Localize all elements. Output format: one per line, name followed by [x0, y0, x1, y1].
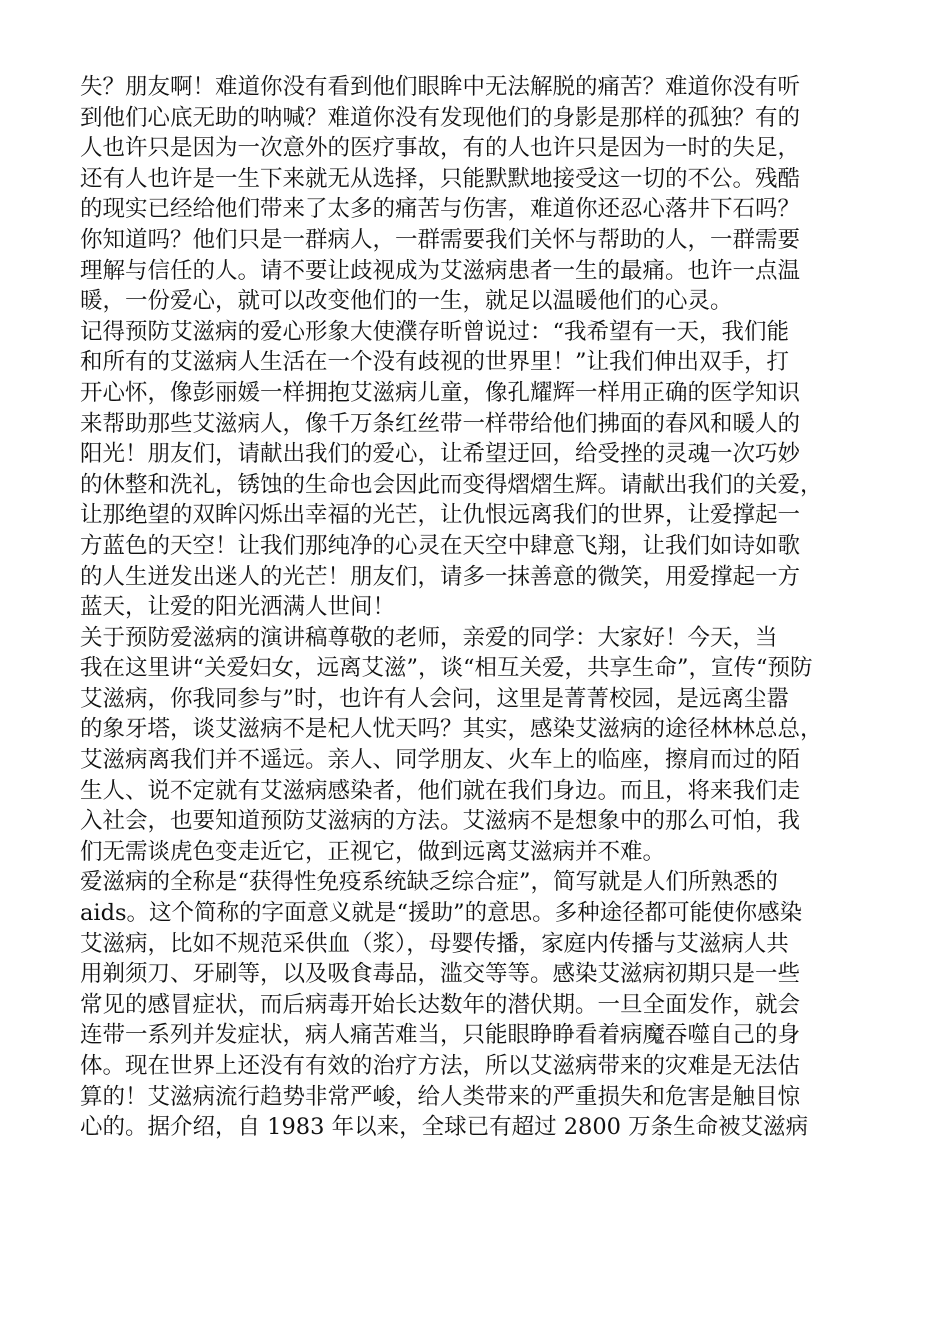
text-line: 的休整和洗礼，锈蚀的生命也会因此而变得熠熠生辉。请献出我们的关爱，: [80, 471, 823, 498]
text-line: 体。现在世界上还没有有效的治疗方法，所以艾滋病带来的灾难是无法估: [80, 1053, 801, 1079]
text-line: 入社会，也要知道预防艾滋病的方法。艾滋病不是想象中的那么可怕，我: [80, 808, 801, 835]
body-text: [80, 72, 880, 1143]
text-line: aids。这个简称的字面意义就是“援助”的意思。多种途径都可能使你感染: [80, 900, 803, 927]
text-line: 艾滋病离我们并不遥远。亲人、同学朋友、火车上的临座，擦肩而过的陌: [80, 747, 801, 774]
text-line: 记得预防艾滋病的爱心形象大使濮存昕曾说过：“我希望有一天，我们能: [80, 318, 790, 345]
text-line: 常见的感冒症状，而后病毒开始长达数年的潜伏期。一旦全面发作，就会: [80, 991, 801, 1018]
text-line: 生人、说不定就有艾滋病感染者，他们就在我们身边。而且，将来我们走: [80, 777, 801, 804]
text-line: 失？朋友啊！难道你没有看到他们眼眸中无法解脱的痛苦？难道你没有听: [80, 74, 801, 100]
text-line: 我在这里讲“关爱妇女，远离艾滋”，谈“相互关爱，共享生命”，宣传“预防: [80, 655, 813, 682]
text-line: 阳光！朋友们，请献出我们的爱心，让希望迂回，给受挫的灵魂一次巧妙: [80, 441, 801, 468]
text-line: 心的。据介绍，自 1983 年以来，全球已有超过 2800 万条生命被艾滋病: [80, 1114, 809, 1141]
text-line: 关于预防爱滋病的演讲稿尊敬的老师，亲爱的同学：大家好！今天，当: [80, 624, 778, 651]
text-line: 你知道吗？他们只是一群病人，一群需要我们关怀与帮助的人，一群需要: [80, 226, 801, 253]
text-line: 算的！艾滋病流行趋势非常严峻，给人类带来的严重损失和危害是触目惊: [80, 1083, 801, 1110]
text-line: 来帮助那些艾滋病人，像千万条红丝带一样带给他们拂面的春风和暖人的: [80, 410, 801, 437]
text-line: 连带一系列并发症状，病人痛苦难当，只能眼睁睁看着病魔吞噬自己的身: [80, 1022, 801, 1049]
text-line: 还有人也许是一生下来就无从选择，只能默默地接受这一切的不公。残酷: [80, 165, 801, 192]
text-line: 到他们心底无助的呐喊？难道你没有发现他们的身影是那样的孤独？有的: [80, 104, 801, 131]
text-line: 的人生迸发出迷人的光芒！朋友们，请多一抹善意的微笑，用爱撑起一方: [80, 563, 801, 590]
text-line: 爱滋病的全称是“获得性免疫系统缺乏综合症”，简写就是人们所熟悉的: [80, 869, 779, 896]
text-line: 的象牙塔，谈艾滋病不是杞人忧天吗？其实，感染艾滋病的途径林林总总，: [80, 716, 823, 743]
text-line: 用剃须刀、牙刷等，以及吸食毒品，滥交等等。感染艾滋病初期只是一些: [80, 961, 801, 988]
text-line: 让那绝望的双眸闪烁出幸福的光芒，让仇恨远离我们的世界，让爱撑起一: [80, 502, 801, 529]
text-line: 理解与信任的人。请不要让歧视成为艾滋病患者一生的最痛。也许一点温: [80, 257, 801, 284]
text-line: 的现实已经给他们带来了太多的痛苦与伤害，难道你还忍心落井下石吗？: [80, 196, 801, 223]
text-line: 艾滋病，比如不规范采供血（浆），母婴传播，家庭内传播与艾滋病人共: [80, 930, 789, 957]
text-line: 蓝天，让爱的阳光洒满人世间！: [80, 594, 396, 621]
text-line: 们无需谈虎色变走近它，正视它，做到远离艾滋病并不难。: [80, 838, 666, 865]
text-line: 方蓝色的天空！让我们那纯净的心灵在天空中肆意飞翔，让我们如诗如歌: [80, 532, 801, 559]
text-line: 和所有的艾滋病人生活在一个没有歧视的世界里！”让我们伸出双手，打: [80, 349, 790, 376]
text-line: 开心怀，像彭丽媛一样拥抱艾滋病儿童，像孔耀辉一样用正确的医学知识: [80, 379, 801, 406]
text-line: 艾滋病，你我同参与”时，也许有人会问，这里是菁菁校园，是远离尘嚣: [80, 685, 790, 712]
text-line: 暖，一份爱心，就可以改变他们的一生，就足以温暖他们的心灵。: [80, 288, 733, 315]
text-line: 人也许只是因为一次意外的医疗事故，有的人也许只是因为一时的失足，: [80, 135, 801, 162]
